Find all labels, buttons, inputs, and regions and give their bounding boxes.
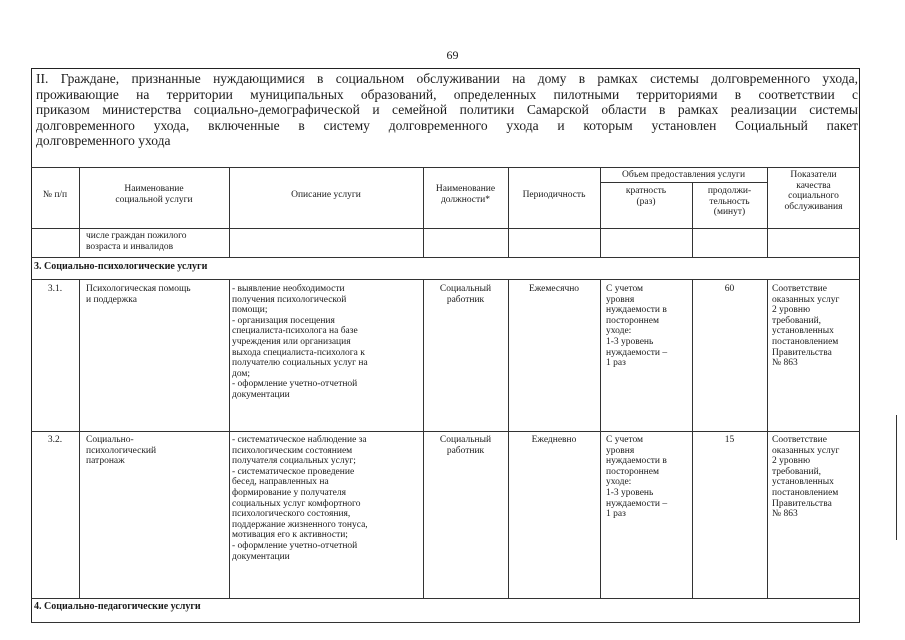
header-num: № п/п [42, 190, 68, 200]
row-3-1-num: 3.1. [47, 284, 63, 294]
heading-line: долговременного ухода [36, 133, 171, 148]
section-4-title: 4. Социально-педагогические услуги [34, 601, 201, 612]
row-3-1-name: Психологическая помощь и поддержка [86, 284, 191, 305]
row-3-2-multiplicity: С учетом уровня нуждаемости в постороннем уходе: 1-3 уровень нуждаемости – 1 раз [606, 435, 668, 520]
table-rule [600, 279, 601, 598]
continuation-name: числе граждан пожилого возраста и инвалидов [86, 231, 187, 252]
header-periodicity: Периодичность [522, 190, 586, 200]
row-3-1-duration: 60 [724, 284, 735, 294]
heading-line: проживающие на территории муниципальных образований, определенных пилотными территориями в соответствии с [36, 86, 858, 102]
row-3-2-description: - систематическое наблюдение за психологическим состоянием получателя социальных услуг; - систематическое проведение бесед, направленных на формирование у получателя социальных услуг комфортного психологического состояния, поддержание жизненного тонуса, мотивация его к активности; - оформление учетно-отчетной документации [232, 435, 368, 562]
table-rule [31, 167, 860, 168]
header-position: Наименование должности* [435, 184, 496, 205]
header-multiplicity: кратность (раз) [625, 186, 667, 207]
header-description: Описание услуги [291, 190, 361, 200]
heading-line: приказом министерства социально-демографической и семейной политики Самарской области в рамках реализации системы [36, 102, 858, 117]
row-3-2-quality: Соответствие оказанных услуг 2 уровню требований, установленных постановлением Правительства № 863 [772, 435, 840, 520]
table-rule [31, 257, 860, 258]
table-rule [31, 598, 860, 599]
row-3-2-duration: 15 [724, 435, 735, 445]
page-number: 69 [446, 48, 459, 62]
row-3-1-multiplicity: С учетом уровня нуждаемости в постороннем уходе: 1-3 уровень нуждаемости – 1 раз [606, 284, 668, 369]
table-rule [423, 167, 424, 257]
table-rule [31, 622, 860, 623]
table-rule [229, 279, 230, 598]
margin-rule [896, 415, 897, 540]
row-3-1-description: - выявление необходимости получения психологической помощи; - организация посещения специалиста-психолога на базе учреждения или организация выхода специалиста-психолога к получателю социальных услуг на дом; - оформление учетно-отчетной документации [232, 284, 368, 400]
table-rule [31, 279, 860, 280]
table-rule [229, 167, 230, 257]
row-3-2-position: Социальный работник [439, 435, 492, 456]
table-rule [767, 279, 768, 598]
header-duration: продолжи- тельность (минут) [707, 186, 752, 218]
section-heading [36, 71, 858, 149]
row-3-2-name: Социально- психологический патронаж [86, 435, 157, 467]
table-rule [79, 279, 80, 598]
table-rule [600, 182, 767, 183]
row-3-2-periodicity: Ежедневно [531, 435, 577, 445]
heading-line: долговременного ухода, включенные в систему долговременного ухода и которым установлен Социальный пакет [36, 117, 858, 133]
header-name: Наименование социальной услуги [115, 184, 193, 205]
table-rule [79, 167, 80, 257]
row-3-2-num: 3.2. [47, 435, 63, 445]
table-rule [31, 431, 860, 432]
header-quality: Показатели качества социального обслуживания [784, 170, 843, 212]
header-volume: Объем предоставления услуги [621, 170, 746, 180]
row-3-1-periodicity: Ежемесячно [528, 284, 580, 294]
table-rule [508, 167, 509, 257]
heading-line: II. Граждане, признанные нуждающимися в социальном обслуживании на дому в рамках системы долговременного ухода, [36, 71, 858, 86]
document-frame [31, 68, 860, 623]
table-rule [31, 228, 860, 229]
row-3-1-position: Социальный работник [439, 284, 492, 305]
row-3-1-quality: Соответствие оказанных услуг 2 уровню требований, установленных постановлением Правительства № 863 [772, 284, 840, 369]
section-3-title: 3. Социально-психологические услуги [34, 261, 208, 272]
